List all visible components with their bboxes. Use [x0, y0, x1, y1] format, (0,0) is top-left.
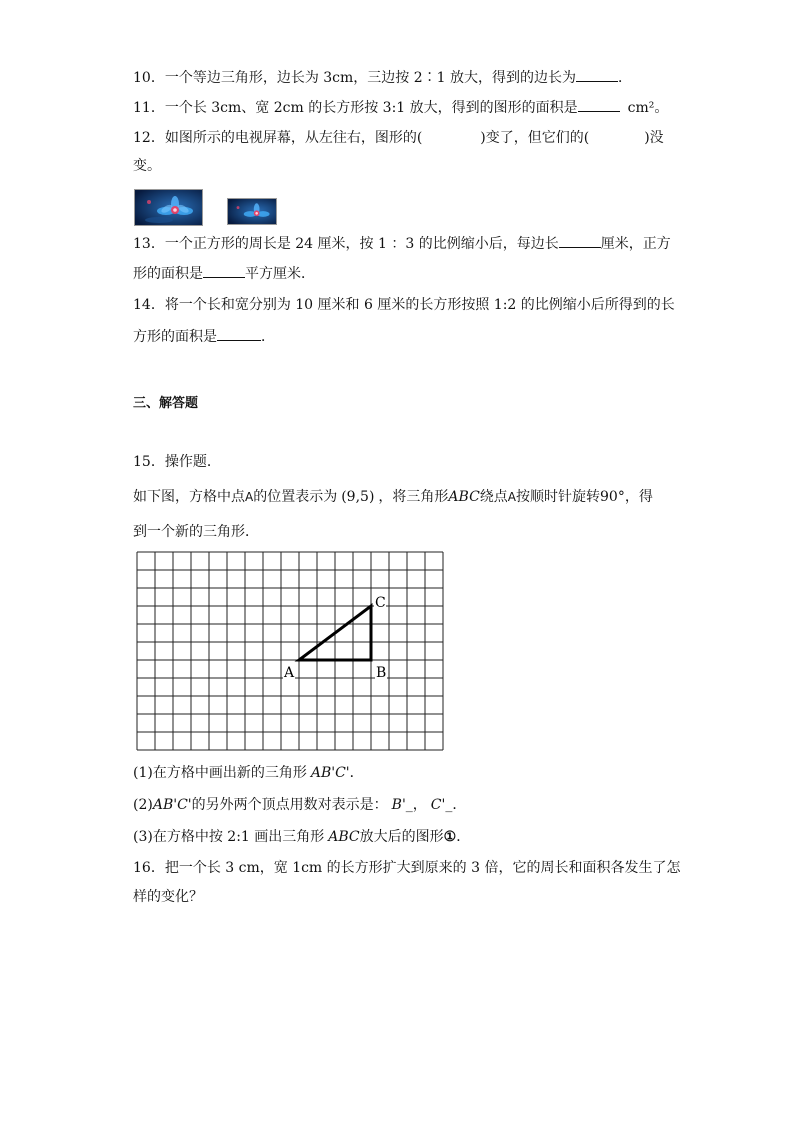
q10-answer-blank[interactable] — [576, 67, 618, 82]
vertex-c-label: C — [375, 595, 386, 611]
grid-svg[interactable] — [136, 551, 444, 751]
question-15-desc-line2: 到一个新的三角形． — [133, 524, 259, 540]
triangle-abc-prime-label: AB'C' — [310, 765, 350, 781]
q11-text: 11．一个长 3cm、宽 2cm 的长方形按 3:1 放大，得到的图形的面积是 — [133, 100, 578, 116]
point-c-prime-label: C' — [430, 797, 446, 813]
rotation-angle: 90° — [600, 489, 625, 505]
b-prime-answer-blank[interactable]: _， — [405, 797, 427, 813]
q12-text-c: )没 — [644, 130, 664, 146]
q12-text-b: )变了，但它们的( — [480, 130, 590, 146]
q15-desc-b: 的位置表示为 — [253, 489, 338, 505]
question-14-line2 — [133, 326, 275, 347]
question-13-line1 — [133, 233, 671, 254]
sub1-end: ． — [349, 765, 364, 781]
sub3-text: (3)在方格中按 2:1 画出三角形 — [133, 829, 325, 845]
point-a-label: A — [245, 490, 254, 504]
section-heading: 三、解答题 — [133, 396, 199, 411]
question-12-line2 — [133, 156, 161, 176]
question-15-sub1 — [133, 763, 364, 783]
vertex-a-label: A — [284, 665, 295, 681]
q10-end: ． — [618, 70, 633, 86]
vertex-b-label: B — [376, 665, 387, 681]
q13-text-d: 平方厘米． — [245, 266, 315, 282]
point-a-label-2: A — [507, 490, 517, 504]
sub2-number: (2) — [133, 797, 153, 813]
q14-text-c: ． — [261, 329, 275, 345]
q14-answer-blank[interactable] — [217, 326, 261, 341]
q14-text-b: 方形的面积是 — [133, 329, 217, 345]
q15-desc-c: ，将三角形 — [378, 489, 449, 505]
q11-unit: cm²。 — [627, 100, 669, 116]
circled-one-label: ① — [443, 829, 457, 845]
square-grid[interactable] — [136, 551, 444, 755]
c-prime-answer-blank[interactable]: _． — [445, 797, 467, 813]
q11-answer-blank[interactable] — [578, 97, 620, 112]
q12-text-line2: 变。 — [133, 158, 161, 174]
point-b-prime-label: B' — [391, 797, 406, 813]
question-16-line2: 样的变化？ — [133, 889, 203, 905]
question-12-line1 — [133, 128, 664, 148]
flower-screen-image-large — [134, 189, 203, 226]
q13-text-a: 13．一个正方形的周长是 24 厘米，按 1 ：3 的比例缩小后，每边长 — [133, 236, 559, 252]
sub1-text: (1)在方格中画出新的三角形 — [133, 765, 307, 781]
q13-text-b: 厘米，正方 — [600, 236, 671, 252]
question-15-sub3 — [133, 827, 470, 847]
question-15-sub2 — [133, 795, 466, 815]
q10-text: 10．一个等边三角形，边长为 3cm，三边按 2∶1 放大，得到的边长为 — [133, 70, 577, 86]
q13-text-c: 形的面积是 — [133, 266, 203, 282]
question-10 — [133, 67, 632, 88]
sub3-text-b: 放大后的图形 — [359, 829, 444, 845]
q15-desc-d: 绕点 — [479, 489, 508, 505]
question-15-desc-line1 — [133, 487, 653, 507]
q15-desc-e: 按顺时针旋转 — [516, 489, 601, 505]
q13-answer-blank-2[interactable] — [203, 263, 245, 278]
coordinate-pair: (9,5) — [341, 489, 375, 505]
q15-desc-f: ，得 — [624, 489, 653, 505]
question-11 — [133, 97, 668, 118]
question-13-line2 — [133, 263, 315, 284]
sub3-end: ． — [456, 829, 471, 845]
question-15-title: 15．操作题． — [133, 454, 221, 470]
triangle-abc-prime-label-2: AB'C' — [152, 797, 192, 813]
q15-desc-a: 如下图，方格中点 — [133, 489, 245, 505]
triangle-abc-label: ABC — [448, 489, 480, 505]
sub2-text: 的另外两个顶点用数对表示是： — [191, 797, 388, 813]
question-16-line1: 16．把一个长 3 cm，宽 1cm 的长方形扩大到原来的 3 倍，它的周长和面积各发生了怎 — [133, 860, 681, 876]
q13-answer-blank-1[interactable] — [559, 233, 601, 248]
triangle-abc-label-2: ABC — [328, 829, 360, 845]
q12-text-a: 12．如图所示的电视屏幕，从左往右，图形的( — [133, 130, 423, 146]
q14-text-a: 14．将一个长和宽分别为 10 厘米和 6 厘米的长方形按照 1:2 的比例缩小后所得到的长 — [133, 297, 675, 313]
question-14-line1 — [133, 295, 675, 315]
flower-screen-image-small — [227, 198, 277, 225]
